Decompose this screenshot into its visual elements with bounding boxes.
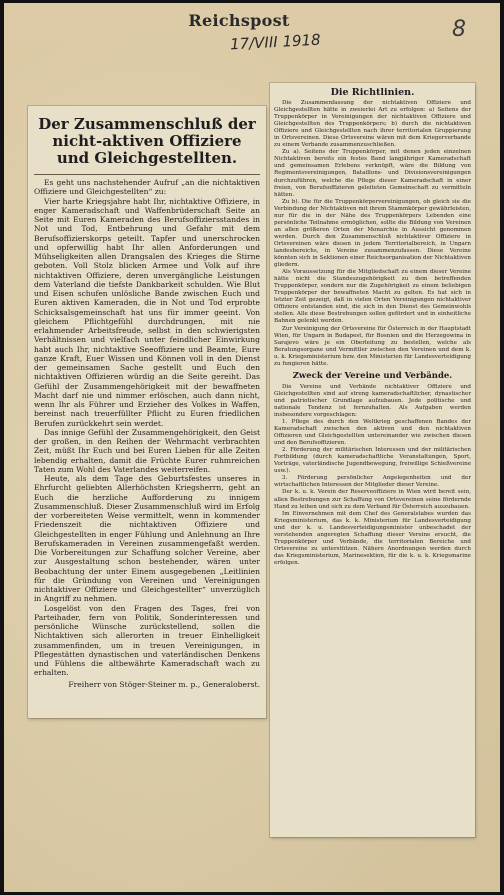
appeal-paragraph: Losgelöst von den Fragen des Tages, frei von Parteihader, fern von Politik, Sonderinteressen und persönliche Wünsche zurückstellend, sollen die Nichtaktiven sich allerorten in treuer Einhelligkeit zusammenfinden, um in treuen Vereinigungen, in Pflegestätten dynastischen und vaterländischen Denkens und Fühlens die altbewährte Kameradschaft wach zu erhalten.	[34, 603, 260, 678]
newspaper-masthead: Reichspost	[188, 11, 290, 30]
guidelines-paragraph: Zur Vereinigung der Ortsvereine für Österreich in der Hauptstadt Wien, für Ungarn in Budapest, für Bosnien und die Herzegowina in Sarajevo wäre je ein Oberleitung zu bestellen, welche als Beratungsorgane und Vermittler zwischen den Vereinen und dem k. u. k. Kriegsministerium bzw. den Ministerien für Landesverteidigung zu fungieren hätte.	[274, 325, 471, 367]
title-rule	[34, 174, 260, 175]
handwritten-date: 17/VIII 1918	[229, 30, 322, 54]
guidelines-title: Die Richtlinien.	[330, 87, 415, 98]
appeal-intro: Es geht uns nachstehender Aufruf „an die nichtaktiven Offiziere und Gleichgestellten“ zu:	[34, 178, 260, 197]
clipping-guidelines	[270, 83, 475, 837]
appeal-title: Der Zusammenschluß der nicht-aktiven Offiziere und Gleichgestellten.	[38, 115, 256, 167]
guidelines-paragraph: Der k. u. k. Verein der Reserveoffiziere in Wien wird bereit sein, allen Bestrebungen zur Schaffung von Ortsvereinen seine fördernde Hand zu leihen und sich zu dem Verband für Österreich auszubauen.	[274, 489, 471, 510]
appeal-paragraph: Heute, als dem Tage des Geburtsfestes unseres in Ehrfurcht geliebten Allerhöchsten Kriegsherrn, geht an Euch die herzliche Aufforderung zu innigem Zusammenschluß. Dieser Zusammenschluß wird im Erfolg der vorbereiteten Weise vermittelt, wenn in kommender Friedenszeit die nichtaktiven Offiziere und Gleichgestellten in enger Fühlung und Anlehnung an Ihre Berufskameraden in Vereinen zusammengefaßt werden. Die Vorbereitungen zur Schaffung solcher Vereine, aber zur Ausgestaltung schon bestehender, wären unter Beobachtung der unter Einem ausgegebenen „Leitlinien für die Gründung von Vereinen und Vereinigungen nichtaktiver Offiziere und Gleichgestellter“ unverzüglich in Angriff zu nehmen.	[34, 474, 260, 604]
appeal-paragraph: Vier harte Kriegsjahre habt Ihr, nichtaktive Offiziere, in enger Kameradschaft und Waffenbrüderschaft Seite an Seite mit Euren Kameraden des Berufsoffiziersstandes in Not und Tod, Entbehrung und Gefahr mit dem Berufsoffizierskorps geteilt. Tapfer und unerschrocken und opferwillig habt Ihr allen Anforderungen und Mühseligkeiten allen Drangsalen des Krieges die Stirne geboten. Voll Stolz blicken Armee und Volk auf ihre nichtaktiven Offiziere, deren unvergängliche Leistungen dem Vaterland die tiefste Dankbarkeit schulden. Wie Blut und Eisen schufen unlösliche Bande zwischen Euch und Euren aktiven Kameraden, die in Not und Tod erprobte Schicksalsgemeinschaft hat uns für immer geeint. Von gleichem Pflichtgefühl durchdrungen, mit nie erlahmender Arbeitsfreude, selbst in den schwierigsten Verhältnissen und vielfach unter feindlicher Einwirkung habt auch Ihr, nichtaktive Seeoffiziere und Beamte, Eure ganze Kraft, Euer Wissen und Können voll in den Dienst der gemeinsamen Sache gestellt und Euch den nichtaktiven Offizieren würdig an die Seite gereiht. Das Gefühl der Zusammengehörigkeit mit der bewaffneten Macht darf nie und nimmer erlöschen, auch dann nicht, wenn Ihr als Führer und Erzieher des Volkes in Waffen, bereinst nach treuerfüllter Pflicht zu Euren friedlichen Berufen zurückkehrt sein werdet.	[34, 196, 260, 428]
guidelines-paragraph: Die Zusammenfassung der nichtaktiven Offiziere und Gleichgestellten hätte in zweierlei Art zu erfolgen: a) Seitens der Truppenkörper in Vereinigungen der nichtaktiven Offiziere und Gleichgestellten des Truppenkörpers; b) durch die nichtaktiven Offiziere und Gleichgestellten nach ihrer territorialen Gruppierung in Ortsvereinen. Diese Ortsvereine wären mit dem Kriegerverbande zu einem Verbande zusammenzuschließen.	[274, 100, 471, 149]
guidelines-paragraph: Im Einvernehmen mit dem Chef des Generalstabes wurden das Kriegsministerium, das k. k. Ministerium für Landesverteidigung und der k. u. Landesverteidigungsminister unbeschadet der vorstehenden angeregten Schaffung dieser Vereine ersucht, die Truppenkörper und Verbände, die territorialen Bereiche und Ortsvereine zu unterstützen. Nähere Anordnungen werden durch das Kriegsministerium, Marinesektion, für die k. u. k. Kriegsmarine erfolgen.	[274, 510, 471, 566]
appeal-paragraph: Das innige Gefühl der Zusammengehörigkeit, den Geist der großen, in den Reihen der Wehrmacht verbrachten Zeit, müßt Ihr Euch und bei Euren Lieben für alle Zeiten lebendig erhalten, damit die Früchte Eurer ruhmreichen Taten zum Wohl des Vaterlandes weiterreifen.	[34, 427, 260, 474]
guidelines-paragraph: Zu b). Die für die Truppenkörpervereinigungen, ob gleich sie die Verbindung der Nichtaktiven mit ihrem Stammkörper gewährleisten, nur für die in der Nähe des Truppenkörpers Lebenden eine persönliche Teilnahme ermöglichen, sollte die Bildung von Vereinen an allen größeren Orten der Monarchie in Aussicht genommen werden. Durch den Zusammenschluß nichtaktiver Offiziere in Ortsvereinen wäre diesen in jedem Territorialbereich, in Ungarn landesbereichs, in Vereine zusammenzufassen. Diese Vereine könnten sich in Sektionen einer Reichsorganisation der Nichtaktiven gliedern.	[274, 198, 471, 269]
guidelines-paragraph: Als Voraussetzung für die Mitgliedschaft zu einem dieser Vereine hätte nicht die Standeszugehörigkeit zu dem betreffenden Truppenkörper, sondern nur die Zugehörigkeit zu einem beliebigen Truppenkörper der bewaffneten Macht zu gelten. Es hat sich in letzter Zeit gezeigt, daß in vielen Orten Vereinigungen nichtaktiver Offiziere entstanden sind, die sich in den Dienst des Gemeinwohls stellen. Alle diese Bestrebungen sollen gefördert und in einheitliche Bahnen gelenkt werden.	[274, 269, 471, 325]
guidelines-paragraph: Zu a). Seitens der Truppenkörper, mit denen jeden einzelnen Nichtaktiven bereits ein festes Band langjähriger Kameradschaft und gemeinsamen Erlebens verknüpft, wäre die Bildung von Regimentsvereinigungen, Bataillons- und Divisionsvereinigungen durchzuführen, welche die Pflege dieser Kameradschaft in einer freien, von Berufsoffizieren geleiteten Gemeinschaft zu vermitteln hätten.	[274, 149, 471, 198]
clipping-appeal	[28, 106, 266, 718]
guidelines-subheading: Zweck der Vereine und Verbände.	[292, 370, 453, 381]
guidelines-list-item: 1. Pflege des durch den Weltkrieg geschaffenen Bandes der Kameradschaft zwischen den aktiven und den nichtaktiven Offizieren und Gleichgestellten untereinander wie zwischen diesen und den Berufsoffizieren.	[274, 419, 471, 447]
handwritten-page-number: 8	[452, 17, 466, 42]
appeal-signature: Freiherr von Stöger-Steiner m. p., Generaloberst.	[68, 679, 260, 689]
guidelines-paragraph: Die Vereine und Verbände nichtaktiver Offiziere und Gleichgestellten sind auf streng kameradschaftlicher, dynastischer und patriotischer Grundlage aufzubauen. Jede politische und nationale Tendenz ist fernzuhalten. Als Aufgaben werden insbesondere vorgeschlagen:	[274, 383, 471, 418]
guidelines-list-item: 3. Förderung persönlicher Angelegenheiten und der wirtschaftlichen Interessen der Mitglieder dieser Vereine.	[274, 475, 471, 489]
guidelines-list-item: 2. Förderung der militärischen Interessen und der militärischen Fortbildung (durch kameradschaftliche Veranstaltungen, Sport, Vorträge, vaterländische Jugendbewegung, freiwillige Schießvereine usw.).	[274, 447, 471, 475]
archive-sheet	[4, 3, 500, 892]
